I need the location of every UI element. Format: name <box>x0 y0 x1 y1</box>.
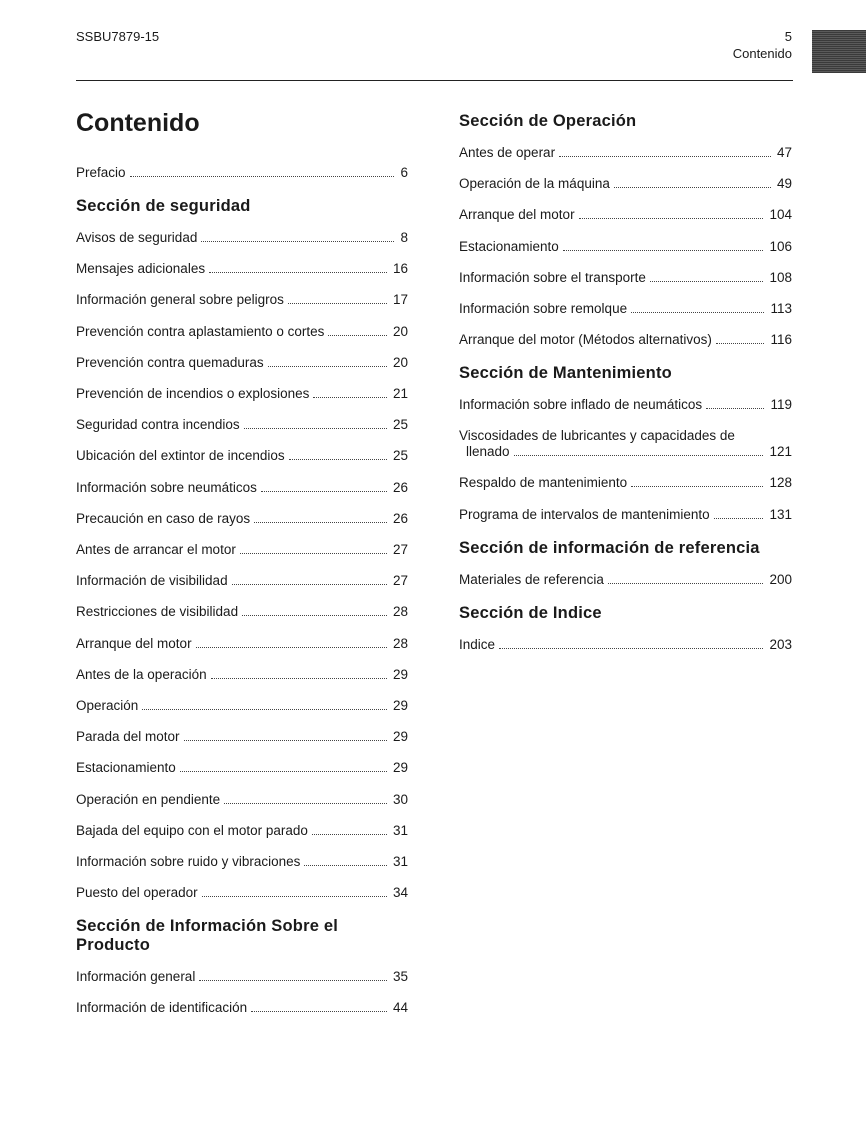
toc-dot-leader <box>202 896 387 897</box>
toc-entry-page: 35 <box>392 969 408 984</box>
toc-entry[interactable] <box>76 999 408 1017</box>
toc-dot-leader <box>499 648 763 649</box>
document-id: SSBU7879-15 <box>76 29 160 44</box>
toc-entry-title: Estacionamiento <box>459 238 559 254</box>
toc-entry-page: 28 <box>392 635 408 651</box>
toc-entry[interactable] <box>76 759 408 777</box>
section-heading <box>76 917 338 955</box>
section-heading-line: Producto <box>76 936 151 954</box>
toc-dot-leader <box>328 335 387 336</box>
toc-entry-title: Información sobre remolque <box>459 301 628 316</box>
section-heading-line: Sección de Información Sobre el <box>76 917 339 935</box>
toc-dot-leader <box>199 980 387 981</box>
toc-entry[interactable] <box>76 822 408 840</box>
toc-entry[interactable] <box>76 385 408 403</box>
toc-entry[interactable] <box>459 474 792 492</box>
toc-entry-continuation <box>459 444 792 460</box>
toc-entry-title: Información de identificación <box>76 1000 248 1015</box>
toc-entry[interactable] <box>459 206 792 224</box>
section-heading: Sección de Mantenimiento <box>459 364 672 382</box>
toc-entry-page: 44 <box>392 1000 408 1015</box>
toc-entry-title: Prefacio <box>76 165 126 180</box>
toc-dot-leader <box>313 397 387 398</box>
toc-entry-page: 49 <box>776 176 792 192</box>
toc-entry-title: Prevención de incendios o explosiones <box>76 386 310 401</box>
toc-entry-title-cont: llenado <box>466 444 510 459</box>
toc-entry-title: Información sobre el transporte <box>459 269 646 285</box>
toc-entry[interactable] <box>76 728 408 746</box>
toc-dot-leader <box>268 366 387 367</box>
toc-entry-page: 8 <box>400 230 408 245</box>
page-section-label: Contenido <box>732 46 792 61</box>
toc-entry-page: 26 <box>392 510 408 526</box>
toc-entry-page: 26 <box>392 479 408 495</box>
toc-dot-leader <box>716 343 765 344</box>
toc-dot-leader <box>251 1011 387 1012</box>
toc-entry-title: Prevención contra aplastamiento o cortes <box>76 323 325 339</box>
toc-entry-page: 116 <box>770 332 792 348</box>
toc-entry[interactable] <box>76 572 408 590</box>
toc-entry[interactable] <box>76 635 408 653</box>
toc-entry-page: 131 <box>769 507 792 522</box>
section-heading: Sección de Operación <box>459 112 637 130</box>
toc-entry-title: Información general <box>76 969 196 984</box>
toc-entry-page: 113 <box>770 301 792 316</box>
toc-entry[interactable] <box>76 164 408 182</box>
toc-entry[interactable] <box>76 229 408 247</box>
toc-entry-title: Parada del motor <box>76 729 180 745</box>
toc-dot-leader <box>614 187 771 188</box>
toc-entry[interactable] <box>76 260 408 278</box>
toc-entry-page: 31 <box>392 822 408 838</box>
toc-dot-leader <box>714 518 764 519</box>
toc-entry-title: Bajada del equipo con el motor parado <box>76 822 308 838</box>
toc-entry-title: Avisos de seguridad <box>76 230 198 245</box>
toc-dot-leader <box>130 176 395 177</box>
toc-entry-page: 25 <box>392 448 408 464</box>
toc-dot-leader <box>142 709 387 710</box>
toc-entry-title: Indice <box>459 637 496 652</box>
toc-entry-page: 16 <box>392 261 408 277</box>
toc-entry-page: 106 <box>769 238 792 254</box>
toc-entry-title: Restricciones de visibilidad <box>76 604 239 620</box>
toc-entry-title: Antes de operar <box>459 145 556 160</box>
toc-dot-leader <box>224 803 387 804</box>
toc-entry[interactable] <box>459 428 792 460</box>
toc-entry-page: 119 <box>770 397 792 412</box>
toc-entry[interactable] <box>459 571 792 589</box>
toc-dot-leader <box>254 522 387 523</box>
toc-entry[interactable] <box>76 853 408 871</box>
toc-entry-page: 34 <box>392 885 408 901</box>
toc-entry-title: Antes de arrancar el motor <box>76 542 236 557</box>
toc-entry-title: Precaución en caso de rayos <box>76 510 251 526</box>
toc-entry-title: Arranque del motor <box>76 635 192 651</box>
header-rule <box>76 80 793 81</box>
toc-entry[interactable] <box>459 144 792 162</box>
toc-entry-page: 17 <box>392 292 408 308</box>
toc-dot-leader <box>559 156 771 157</box>
toc-entry[interactable] <box>76 291 408 309</box>
toc-entry[interactable] <box>76 510 408 528</box>
toc-dot-leader <box>196 647 387 648</box>
toc-entry-page: 20 <box>392 323 408 339</box>
toc-entry[interactable] <box>76 666 408 684</box>
toc-dot-leader <box>288 303 387 304</box>
toc-dot-leader <box>240 553 387 554</box>
toc-entry-title: Programa de intervalos de mantenimiento <box>459 507 710 522</box>
section-heading: Sección de información de referencia <box>459 539 760 557</box>
toc-entry[interactable] <box>459 269 792 287</box>
toc-dot-leader <box>579 218 764 219</box>
toc-entry[interactable] <box>76 791 408 809</box>
toc-entry[interactable] <box>76 697 408 715</box>
toc-dot-leader <box>514 455 764 456</box>
toc-dot-leader <box>608 583 764 584</box>
toc-entry-page: 6 <box>400 165 408 180</box>
toc-entry[interactable] <box>459 300 792 318</box>
toc-dot-leader <box>304 865 387 866</box>
toc-entry-title: Puesto del operador <box>76 885 198 901</box>
toc-entry-page: 20 <box>392 354 408 370</box>
toc-dot-leader <box>242 615 387 616</box>
toc-dot-leader <box>563 250 764 251</box>
toc-entry-page: 29 <box>392 666 408 682</box>
toc-entry[interactable] <box>76 354 408 372</box>
toc-dot-leader <box>244 428 387 429</box>
toc-entry-page: 200 <box>769 572 792 587</box>
toc-entry-page: 121 <box>769 444 792 459</box>
toc-entry-title: Información de visibilidad <box>76 573 228 589</box>
section-tab-marker <box>812 30 866 73</box>
toc-entry[interactable] <box>76 884 408 902</box>
toc-entry-title: Mensajes adicionales <box>76 261 206 277</box>
toc-entry[interactable] <box>76 479 408 497</box>
toc-entry[interactable] <box>76 416 408 434</box>
toc-entry-title: Materiales de referencia <box>459 572 604 587</box>
toc-entry-title: Arranque del motor (Métodos alternativos) <box>459 332 712 348</box>
toc-entry-page: 104 <box>769 207 792 223</box>
toc-entry-title: Seguridad contra incendios <box>76 417 240 433</box>
toc-dot-leader <box>201 241 394 242</box>
toc-dot-leader <box>706 408 764 409</box>
toc-entry[interactable] <box>76 541 408 559</box>
toc-entry-title: Operación de la máquina <box>459 176 610 192</box>
toc-dot-leader <box>211 678 387 679</box>
toc-entry-page: 31 <box>392 854 408 869</box>
toc-dot-leader <box>209 272 387 273</box>
toc-entry-page: 108 <box>769 269 792 285</box>
toc-entry[interactable] <box>76 603 408 621</box>
toc-entry[interactable] <box>76 968 408 986</box>
toc-entry-title: Respaldo de mantenimiento <box>459 475 628 490</box>
toc-entry[interactable] <box>459 175 792 193</box>
toc-dot-leader <box>261 491 387 492</box>
toc-entry-title: Información general sobre peligros <box>76 292 284 308</box>
toc-dot-leader <box>180 771 387 772</box>
toc-dot-leader <box>631 312 764 313</box>
toc-entry-page: 128 <box>769 475 792 490</box>
toc-entry[interactable] <box>76 323 408 341</box>
toc-entry-page: 29 <box>392 729 408 745</box>
toc-entry-title: Estacionamiento <box>76 760 176 776</box>
toc-entry-page: 27 <box>392 542 408 557</box>
section-heading: Sección de Indice <box>459 604 602 622</box>
toc-entry[interactable] <box>76 447 408 465</box>
toc-entry[interactable] <box>459 396 792 414</box>
toc-dot-leader <box>232 584 387 585</box>
toc-entry-title: Información sobre inflado de neumáticos <box>459 397 703 412</box>
toc-entry-page: 203 <box>769 637 792 652</box>
page-title: Contenido <box>76 109 200 137</box>
toc-entry-title: Operación <box>76 698 139 713</box>
toc-dot-leader <box>289 459 387 460</box>
toc-dot-leader <box>184 740 387 741</box>
toc-dot-leader <box>312 834 387 835</box>
toc-entry-page: 47 <box>776 145 792 160</box>
toc-dot-leader <box>631 486 763 487</box>
toc-entry-title: Información sobre ruido y vibraciones <box>76 854 301 869</box>
toc-entry-page: 29 <box>392 760 408 776</box>
toc-entry-page: 27 <box>392 573 408 589</box>
toc-entry-title: Arranque del motor <box>459 207 575 223</box>
page-number: 5 <box>784 29 792 44</box>
toc-entry-page: 29 <box>392 698 408 713</box>
toc-entry-title: Prevención contra quemaduras <box>76 354 264 370</box>
toc-entry[interactable] <box>459 636 792 654</box>
toc-entry[interactable] <box>459 238 792 256</box>
section-heading: Sección de seguridad <box>76 197 251 215</box>
toc-entry-page: 28 <box>392 604 408 620</box>
toc-dot-leader <box>650 281 764 282</box>
toc-entry-title: Información sobre neumáticos <box>76 479 257 495</box>
toc-entry-page: 21 <box>392 386 408 401</box>
toc-entry-page: 30 <box>392 791 408 807</box>
toc-entry-title: Viscosidades de lubricantes y capacidades de <box>459 428 735 443</box>
toc-entry-page: 25 <box>392 417 408 433</box>
toc-entry-title: Antes de la operación <box>76 666 207 682</box>
toc-entry-title: Ubicación del extintor de incendios <box>76 448 285 464</box>
toc-entry[interactable] <box>459 506 792 524</box>
toc-entry-title: Operación en pendiente <box>76 791 221 807</box>
toc-entry[interactable] <box>459 331 792 349</box>
